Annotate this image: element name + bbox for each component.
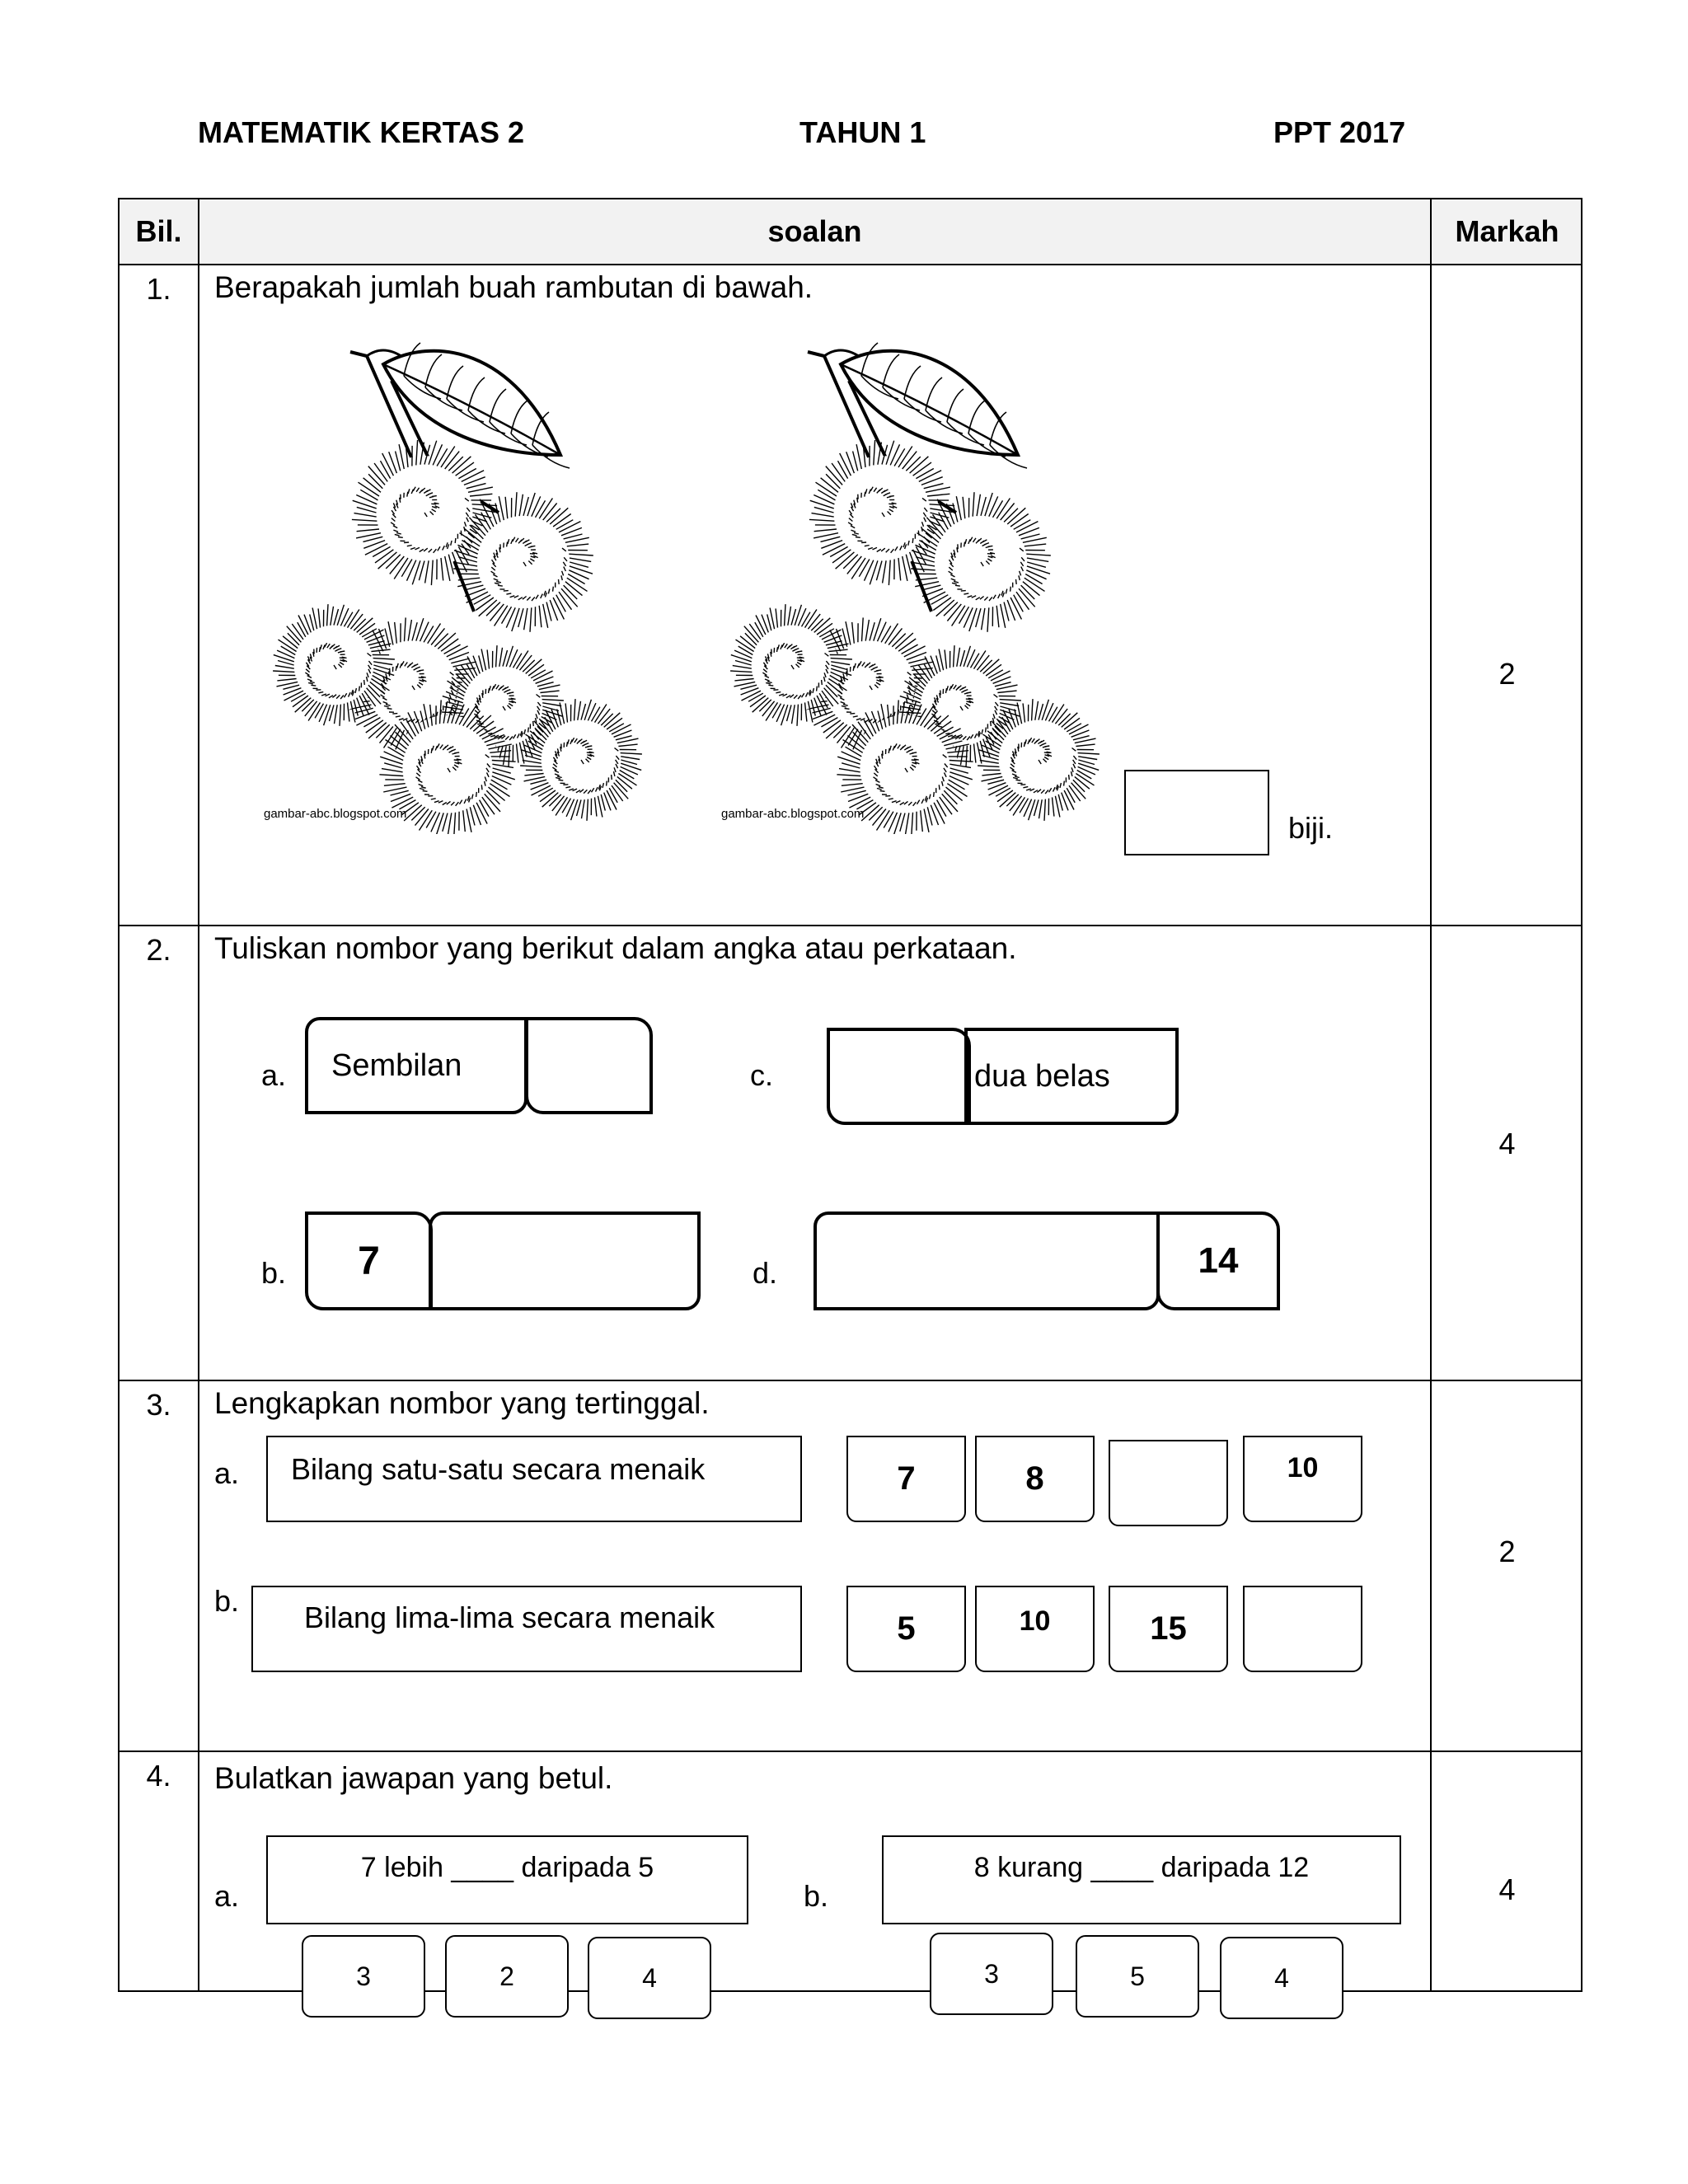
q3-b-seq-box-3	[1109, 1586, 1228, 1672]
q4-b-statement: 8 kurang ____ daripada 12	[973, 1852, 1310, 1883]
q3-a-seq-box-2	[975, 1436, 1095, 1522]
q2-d-number-box	[1156, 1212, 1280, 1310]
q4-a-choice-value: 2	[499, 1961, 514, 1991]
q4-a-label: a.	[214, 1879, 240, 1913]
q4-b-choice-value: 3	[984, 1958, 999, 1989]
rambutan-bunch-illustration-2	[684, 340, 1113, 834]
q3-a-label: a.	[214, 1456, 240, 1490]
q3-b-seq-value: 15	[1150, 1610, 1187, 1647]
header-year: TAHUN 1	[799, 115, 926, 149]
question-table	[118, 198, 1582, 1992]
q3-a-instruction: Bilang satu-satu secara menaik	[291, 1452, 706, 1486]
rambutan-bunch-illustration-1	[227, 340, 655, 834]
column-divider	[1430, 199, 1432, 1990]
q1-answer-box[interactable]	[1124, 770, 1269, 855]
question-1-number: 1.	[146, 272, 171, 306]
q3-a-seq-value: 7	[897, 1460, 916, 1497]
illustration-watermark: gambar-abc.blogspot.com	[721, 807, 865, 821]
question-3-number: 3.	[146, 1388, 171, 1422]
q3-a-seq-value: 10	[1287, 1452, 1319, 1483]
q3-a-seq-value: 8	[1025, 1460, 1044, 1497]
q4-b-choice-1[interactable]	[930, 1933, 1053, 2015]
row-divider	[120, 1380, 1581, 1381]
row-divider	[120, 1750, 1581, 1752]
q4-a-choice-3[interactable]	[588, 1937, 711, 2019]
q3-b-seq-value: 5	[897, 1610, 916, 1647]
q1-unit-label: biji.	[1288, 811, 1334, 845]
illustration-watermark: gambar-abc.blogspot.com	[264, 807, 407, 821]
q2-c-label: c.	[750, 1058, 774, 1092]
q4-b-choice-value: 4	[1274, 1962, 1289, 1993]
q3-a-instruction-box	[266, 1436, 802, 1522]
question-3-text: Lengkapkan nombor yang tertinggal.	[214, 1386, 710, 1420]
q4-a-statement: 7 lebih ____ daripada 5	[360, 1852, 654, 1883]
header-exam: PPT 2017	[1273, 115, 1406, 149]
q2-c-word-box	[964, 1028, 1179, 1125]
q2-c-word: dua belas	[974, 1058, 1110, 1094]
q4-b-choice-2[interactable]	[1076, 1935, 1199, 2018]
q3-a-seq-box-1	[846, 1436, 966, 1522]
question-4-marks: 4	[1498, 1872, 1516, 1906]
col-header-markah: Markah	[1455, 214, 1559, 248]
col-header-bil: Bil.	[135, 214, 182, 248]
q2-d-answer-box[interactable]	[814, 1212, 1160, 1310]
q2-b-label: b.	[261, 1256, 287, 1290]
question-1-text: Berapakah jumlah buah rambutan di bawah.	[214, 270, 814, 304]
q3-a-seq-box-4	[1243, 1436, 1362, 1522]
question-3-marks: 2	[1498, 1535, 1516, 1568]
q2-d-label: d.	[753, 1256, 778, 1290]
q4-b-choice-value: 5	[1130, 1961, 1145, 1991]
q2-a-word-box	[305, 1017, 528, 1114]
q4-a-choice-2[interactable]	[445, 1935, 569, 2018]
question-1-marks: 2	[1498, 657, 1516, 691]
q4-b-choice-3[interactable]	[1220, 1937, 1343, 2019]
question-2-text: Tuliskan nombor yang berikut dalam angka atau perkataan.	[214, 931, 1017, 965]
col-header-soalan: soalan	[767, 214, 862, 248]
q3-a-seq-answer-box[interactable]	[1109, 1440, 1228, 1526]
q3-b-instruction: Bilang lima-lima secara menaik	[304, 1601, 715, 1634]
q4-a-choice-value: 3	[356, 1961, 371, 1991]
q2-a-label: a.	[261, 1058, 287, 1092]
rambutan-drawing	[730, 343, 1100, 834]
q2-b-number-box	[305, 1212, 433, 1310]
question-4-text: Bulatkan jawapan yang betul.	[214, 1761, 613, 1795]
question-2-marks: 4	[1498, 1127, 1516, 1160]
q3-b-seq-answer-box[interactable]	[1243, 1586, 1362, 1672]
row-divider	[120, 264, 1581, 265]
rambutan-drawing	[273, 343, 642, 834]
q3-b-seq-box-1	[846, 1586, 966, 1672]
q3-b-label: b.	[214, 1584, 240, 1618]
row-divider	[120, 925, 1581, 926]
q2-d-number: 14	[1198, 1240, 1239, 1281]
q3-b-seq-box-2	[975, 1586, 1095, 1672]
question-2-number: 2.	[146, 933, 171, 967]
q4-b-statement-box	[882, 1835, 1401, 1924]
q2-b-answer-box[interactable]	[429, 1212, 701, 1310]
q3-b-seq-value: 10	[1019, 1605, 1051, 1637]
question-4-number: 4.	[146, 1759, 171, 1793]
q2-c-answer-box[interactable]	[827, 1028, 971, 1125]
q4-a-statement-box	[266, 1835, 748, 1924]
header-subject: MATEMATIK KERTAS 2	[198, 115, 524, 149]
q4-a-choice-1[interactable]	[302, 1935, 425, 2018]
q4-a-choice-value: 4	[642, 1962, 657, 1993]
q4-b-label: b.	[804, 1879, 829, 1913]
q2-a-word: Sembilan	[331, 1047, 462, 1083]
column-divider	[198, 199, 199, 1990]
q2-b-number: 7	[358, 1239, 380, 1283]
q3-b-instruction-box	[251, 1586, 802, 1672]
q2-a-answer-box[interactable]	[525, 1017, 653, 1114]
